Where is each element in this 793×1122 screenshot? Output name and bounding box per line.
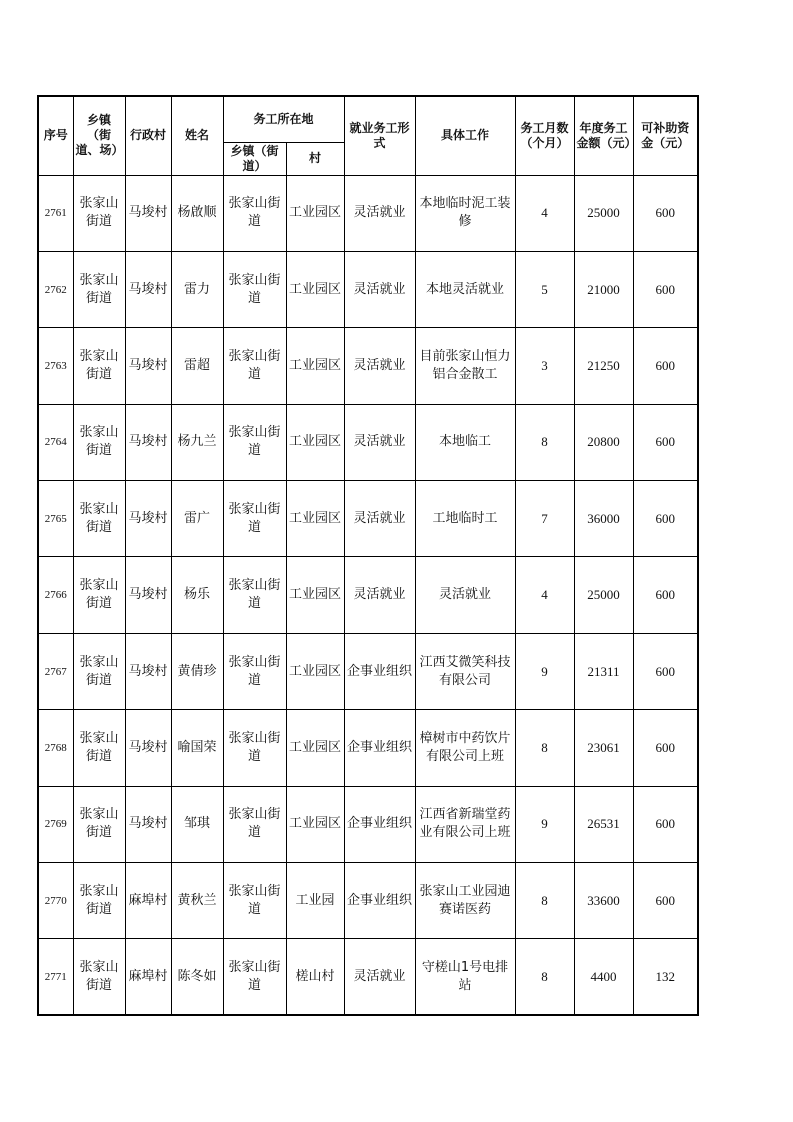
cell-work-village: 工业园 [286, 863, 344, 939]
subsidy-table [37, 95, 699, 1016]
table-row [38, 786, 698, 862]
cell-name: 雷超 [171, 328, 223, 404]
cell-work-village: 工业园区 [286, 557, 344, 633]
cell-work-town: 张家山街道 [223, 404, 286, 480]
cell-amount: 21000 [574, 251, 633, 327]
table-row [38, 863, 698, 939]
cell-job: 本地临时泥工装修 [415, 175, 515, 251]
cell-amount: 20800 [574, 404, 633, 480]
cell-work-village: 工业园区 [286, 328, 344, 404]
cell-months: 9 [515, 633, 574, 709]
table-row [38, 251, 698, 327]
cell-work-village: 槎山村 [286, 939, 344, 1015]
cell-employment-type: 灵活就业 [344, 404, 415, 480]
cell-seq: 2769 [38, 786, 73, 862]
cell-name: 雷广 [171, 481, 223, 557]
cell-village: 麻埠村 [125, 939, 171, 1015]
cell-work-town: 张家山街道 [223, 863, 286, 939]
cell-amount: 21311 [574, 633, 633, 709]
cell-work-village: 工业园区 [286, 175, 344, 251]
table-row [38, 710, 698, 786]
cell-name: 杨啟顺 [171, 175, 223, 251]
cell-subsidy: 600 [633, 328, 698, 404]
header-work-village: 村 [286, 142, 344, 175]
cell-job: 守槎山1号电排站 [415, 939, 515, 1015]
cell-town: 张家山街道 [73, 251, 125, 327]
cell-months: 4 [515, 175, 574, 251]
cell-amount: 33600 [574, 863, 633, 939]
cell-village: 马埈村 [125, 175, 171, 251]
cell-village: 马埈村 [125, 786, 171, 862]
table-row [38, 481, 698, 557]
cell-job: 目前张家山恒力铝合金散工 [415, 328, 515, 404]
cell-amount: 21250 [574, 328, 633, 404]
header-annual-amount: 年度务工金额（元） [574, 96, 633, 175]
cell-name: 杨九兰 [171, 404, 223, 480]
cell-job: 工地临时工 [415, 481, 515, 557]
cell-town: 张家山街道 [73, 786, 125, 862]
table-row [38, 328, 698, 404]
cell-name: 邹琪 [171, 786, 223, 862]
cell-name: 喻国荣 [171, 710, 223, 786]
cell-work-town: 张家山街道 [223, 251, 286, 327]
table-row [38, 557, 698, 633]
cell-work-village: 工业园区 [286, 786, 344, 862]
cell-months: 4 [515, 557, 574, 633]
cell-employment-type: 企事业组织 [344, 786, 415, 862]
cell-seq: 2768 [38, 710, 73, 786]
cell-seq: 2766 [38, 557, 73, 633]
table-row [38, 404, 698, 480]
cell-name: 黄秋兰 [171, 863, 223, 939]
cell-employment-type: 灵活就业 [344, 481, 415, 557]
cell-work-village: 工业园区 [286, 481, 344, 557]
cell-subsidy: 132 [633, 939, 698, 1015]
header-job: 具体工作 [415, 96, 515, 175]
cell-subsidy: 600 [633, 557, 698, 633]
cell-work-town: 张家山街道 [223, 633, 286, 709]
cell-subsidy: 600 [633, 633, 698, 709]
header-name: 姓名 [171, 96, 223, 175]
cell-months: 5 [515, 251, 574, 327]
table-row [38, 175, 698, 251]
cell-name: 雷力 [171, 251, 223, 327]
cell-work-town: 张家山街道 [223, 328, 286, 404]
cell-town: 张家山街道 [73, 175, 125, 251]
cell-seq: 2764 [38, 404, 73, 480]
cell-subsidy: 600 [633, 786, 698, 862]
cell-subsidy: 600 [633, 481, 698, 557]
cell-name: 陈冬如 [171, 939, 223, 1015]
cell-amount: 26531 [574, 786, 633, 862]
cell-village: 马埈村 [125, 328, 171, 404]
cell-work-village: 工业园区 [286, 633, 344, 709]
cell-subsidy: 600 [633, 710, 698, 786]
cell-amount: 23061 [574, 710, 633, 786]
cell-work-town: 张家山街道 [223, 939, 286, 1015]
cell-village: 马埈村 [125, 710, 171, 786]
cell-village: 马埈村 [125, 557, 171, 633]
cell-work-town: 张家山街道 [223, 786, 286, 862]
cell-employment-type: 灵活就业 [344, 557, 415, 633]
cell-work-village: 工业园区 [286, 251, 344, 327]
cell-seq: 2761 [38, 175, 73, 251]
cell-town: 张家山街道 [73, 557, 125, 633]
cell-months: 8 [515, 863, 574, 939]
cell-employment-type: 灵活就业 [344, 328, 415, 404]
cell-amount: 4400 [574, 939, 633, 1015]
cell-subsidy: 600 [633, 175, 698, 251]
cell-employment-type: 灵活就业 [344, 175, 415, 251]
cell-seq: 2762 [38, 251, 73, 327]
cell-town: 张家山街道 [73, 481, 125, 557]
cell-job: 张家山工业园迪赛诺医药 [415, 863, 515, 939]
cell-employment-type: 企事业组织 [344, 863, 415, 939]
cell-village: 马埈村 [125, 481, 171, 557]
cell-amount: 25000 [574, 175, 633, 251]
cell-job: 本地灵活就业 [415, 251, 515, 327]
cell-village: 麻埠村 [125, 863, 171, 939]
cell-name: 杨乐 [171, 557, 223, 633]
header-work-town: 乡镇（街道） [223, 142, 286, 175]
cell-job: 樟树市中药饮片有限公司上班 [415, 710, 515, 786]
cell-months: 8 [515, 404, 574, 480]
cell-employment-type: 企事业组织 [344, 633, 415, 709]
cell-amount: 36000 [574, 481, 633, 557]
cell-seq: 2763 [38, 328, 73, 404]
cell-months: 8 [515, 710, 574, 786]
header-work-location: 务工所在地 [223, 96, 344, 142]
table-row [38, 939, 698, 1015]
header-village: 行政村 [125, 96, 171, 175]
cell-work-town: 张家山街道 [223, 710, 286, 786]
cell-months: 3 [515, 328, 574, 404]
cell-amount: 25000 [574, 557, 633, 633]
cell-job: 本地临工 [415, 404, 515, 480]
cell-town: 张家山街道 [73, 633, 125, 709]
cell-work-town: 张家山街道 [223, 481, 286, 557]
cell-work-town: 张家山街道 [223, 175, 286, 251]
cell-town: 张家山街道 [73, 710, 125, 786]
cell-seq: 2765 [38, 481, 73, 557]
table-row [38, 633, 698, 709]
cell-job: 江西省新瑞堂药业有限公司上班 [415, 786, 515, 862]
cell-work-village: 工业园区 [286, 710, 344, 786]
cell-town: 张家山街道 [73, 404, 125, 480]
cell-subsidy: 600 [633, 404, 698, 480]
cell-seq: 2767 [38, 633, 73, 709]
cell-job: 灵活就业 [415, 557, 515, 633]
cell-work-village: 工业园区 [286, 404, 344, 480]
cell-village: 马埈村 [125, 633, 171, 709]
cell-name: 黄倩珍 [171, 633, 223, 709]
cell-months: 9 [515, 786, 574, 862]
header-employment-type: 就业务工形式 [344, 96, 415, 175]
cell-job: 江西艾微笑科技有限公司 [415, 633, 515, 709]
cell-subsidy: 600 [633, 251, 698, 327]
cell-seq: 2771 [38, 939, 73, 1015]
header-town: 乡镇（街道、场） [73, 96, 125, 175]
cell-town: 张家山街道 [73, 328, 125, 404]
cell-town: 张家山街道 [73, 863, 125, 939]
cell-employment-type: 灵活就业 [344, 939, 415, 1015]
cell-village: 马埈村 [125, 404, 171, 480]
cell-village: 马埈村 [125, 251, 171, 327]
cell-subsidy: 600 [633, 863, 698, 939]
cell-months: 8 [515, 939, 574, 1015]
header-seq: 序号 [38, 96, 73, 175]
cell-town: 张家山街道 [73, 939, 125, 1015]
cell-employment-type: 灵活就业 [344, 251, 415, 327]
cell-work-town: 张家山街道 [223, 557, 286, 633]
cell-months: 7 [515, 481, 574, 557]
cell-employment-type: 企事业组织 [344, 710, 415, 786]
header-subsidy: 可补助资金（元） [633, 96, 698, 175]
cell-seq: 2770 [38, 863, 73, 939]
header-months: 务工月数（个月） [515, 96, 574, 175]
